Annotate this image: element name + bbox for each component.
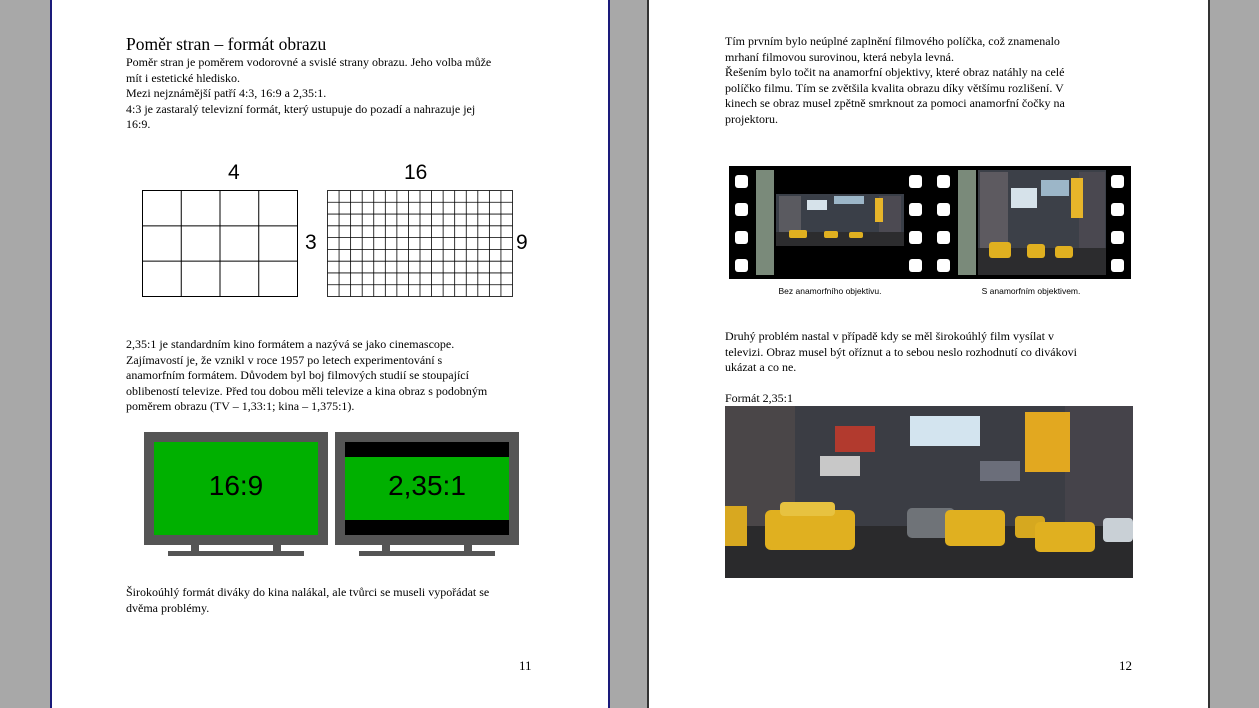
text-line: Řešením bylo točit na anamorfní objektivy, které obraz natáhly na celé <box>725 65 1065 79</box>
grid-16-9-side-label: 9 <box>516 231 528 254</box>
text-line: Širokoúhlý formát diváky do kina nalákal, ale tvůrci se museli vypořádat se <box>126 585 490 599</box>
text-line: Poměr stran je poměrem vodorovné a svislé strany obrazu. Jeho volba může <box>126 55 492 69</box>
paragraph-tv-broadcast <box>725 329 1195 376</box>
page-title: Poměr stran – formát obrazu <box>126 34 327 54</box>
grid-4-3-side-label: 3 <box>305 231 317 254</box>
caption-without-anamorphic: Bez anamorfního objektivu. <box>778 286 882 296</box>
text-line: Druhý problém nastal v případě kdy se měl širokoúhlý film vysílat v <box>725 329 1054 343</box>
tv-label: 16:9 <box>208 470 264 501</box>
film-strip-without-anamorphic <box>729 166 931 279</box>
text-line: mrhaní filmovou surovinou, která nebyla levná. <box>725 49 954 64</box>
tv-stand <box>359 551 495 556</box>
text-line: Tím prvním bylo neúplné zaplnění filmového políčka, což znamenalo <box>725 34 1060 48</box>
grid-4-3 <box>142 190 298 297</box>
page-12 <box>649 0 1208 708</box>
tv-2-35-1 <box>335 432 519 556</box>
paragraph-cinemascope <box>126 337 596 415</box>
text-line: projektoru. <box>725 111 778 126</box>
grid-4-3-top-label: 4 <box>228 161 240 184</box>
text-line: políčko filmu. Tím se zvětšila kvalita obrazu díky většímu rozlišení. V <box>725 80 1064 95</box>
text-line: Mezi nejznámější patří 4:3, 16:9 a 2,35:1. <box>126 86 327 100</box>
text-line: 2,35:1 je standardním kino formátem a nazývá se jako cinemascope. <box>126 337 455 351</box>
paragraph-anamorphic <box>725 34 1195 127</box>
text-line: Zajímavostí je, že vznikl v roce 1957 po letech experimentování s <box>126 352 443 367</box>
film-strip-with-anamorphic <box>931 166 1131 279</box>
cinemascope-street-photo <box>725 406 1133 578</box>
tv-stand <box>168 551 304 556</box>
text-line: oblibeností televize. Před tou dobou měli televize a kina obraz s podobným <box>126 383 488 398</box>
tv-label: 2,35:1 <box>388 470 466 501</box>
text-line: mít i estetické hledisko. <box>126 70 240 85</box>
paragraph-intro <box>126 55 596 133</box>
page-11 <box>52 0 608 708</box>
text-line: anamorfním formátem. Důvodem byl boj filmových studií se stoupající <box>126 368 469 382</box>
text-line: dvěma problémy. <box>126 600 210 615</box>
format-label: Formát 2,35:1 <box>725 391 793 405</box>
text-line: 16:9. <box>126 117 151 131</box>
text-line: poměrem obrazu (TV – 1,33:1; kina – 1,375:1). <box>126 399 355 413</box>
grid-16-9-top-label: 16 <box>404 161 428 184</box>
text-line: ukázat a co ne. <box>725 360 797 374</box>
text-line: 4:3 je zastaralý televizní formát, který ustupuje do pozadí a nahrazuje jej <box>126 101 476 116</box>
grid-16-9 <box>327 190 513 297</box>
caption-with-anamorphic: S anamorfním objektivem. <box>981 286 1081 296</box>
text-line: televizi. Obraz musel být oříznut a to sebou neslo rozhodnutí co divákovi <box>725 344 1077 359</box>
text-line: kinech se obraz musel zpětně smrknout za pomoci anamorfní čočky na <box>725 96 1065 110</box>
tv-16-9 <box>144 432 328 556</box>
page-number: 12 <box>1119 658 1132 673</box>
right-page-edge-right <box>1208 0 1210 708</box>
page-number: 11 <box>519 658 532 673</box>
paragraph-problems <box>126 585 596 616</box>
